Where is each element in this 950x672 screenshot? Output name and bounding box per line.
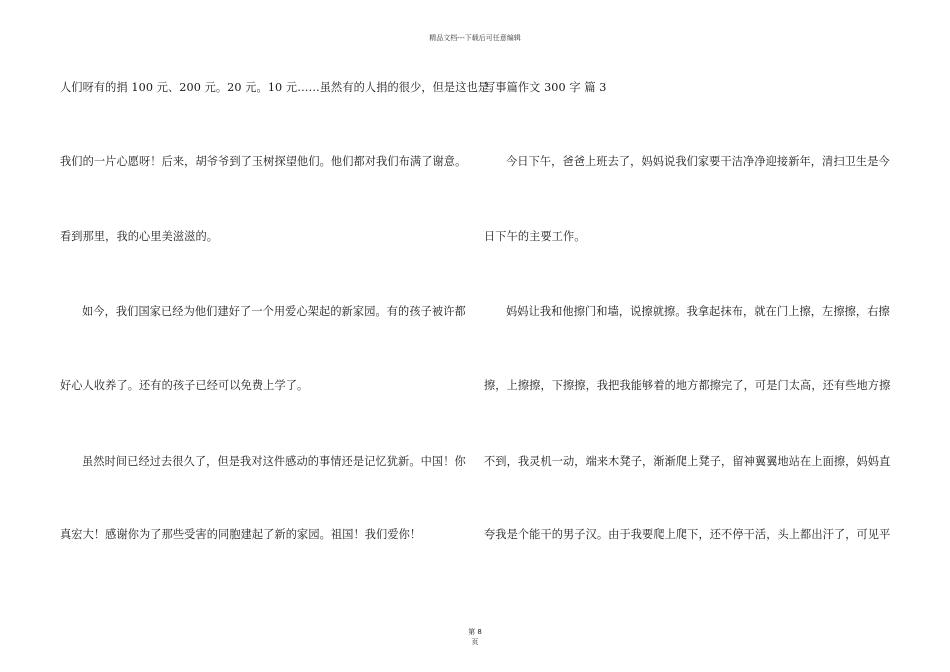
text-line: 夸我是个能干的男子汉。由于我要爬上爬下，还不停干活，头上都出汗了，可见平 (484, 528, 891, 541)
text-line: 好心人收养了。还有的孩子已经可以免费上学了。 (60, 379, 309, 392)
page-header: 精品文档---下载后可任意编辑 (429, 34, 521, 42)
text-line: 日下午的主要工作。 (484, 230, 586, 243)
paragraph-start-line: 如今，我们国家已经为他们建好了一个用爱心架起的新家园。有的孩子被许都 (82, 305, 466, 318)
page-number-suffix: 页 (471, 638, 479, 646)
text-line: 我们的一片心愿呀！后来，胡爷爷到了玉树探望他们。他们都对我们布满了谢意。 (60, 155, 467, 168)
paragraph-start-line: 妈妈让我和他擦门和墙，说擦就擦。我拿起抹布，就在门上擦，左擦擦，右擦 (506, 305, 890, 318)
text-line: 人们呀有的捐 100 元、200 元。20 元。10 元……虽然有的人捐的很少，但是这也是 (60, 81, 490, 94)
page-number-label: 第 8 (468, 628, 482, 636)
paragraph-start-line: 虽然时间已经过去很久了，但是我对这件感动的事情还是记忆犹新。中国！你 (82, 455, 466, 468)
text-line: 擦，上擦擦，下擦擦，我把我能够着的地方都擦完了，可是门太高，还有些地方擦 (484, 379, 891, 392)
text-line: 真宏大！感谢你为了那些受害的同胞建起了新的家园。祖国！我们爱你！ (60, 528, 422, 541)
text-line: 不到，我灵机一动，端来木凳子，渐渐爬上凳子，留神翼翼地站在上面擦，妈妈直 (484, 455, 891, 468)
paragraph-start-line: 今日下午，爸爸上班去了，妈妈说我们家要干洁净净迎接新年，清扫卫生是今 (506, 155, 890, 168)
text-line: 看到那里，我的心里美滋滋的。 (60, 230, 219, 243)
section-title: 写事篇作文 300 字 篇 3 (484, 81, 607, 94)
page-number (0, 627, 950, 647)
